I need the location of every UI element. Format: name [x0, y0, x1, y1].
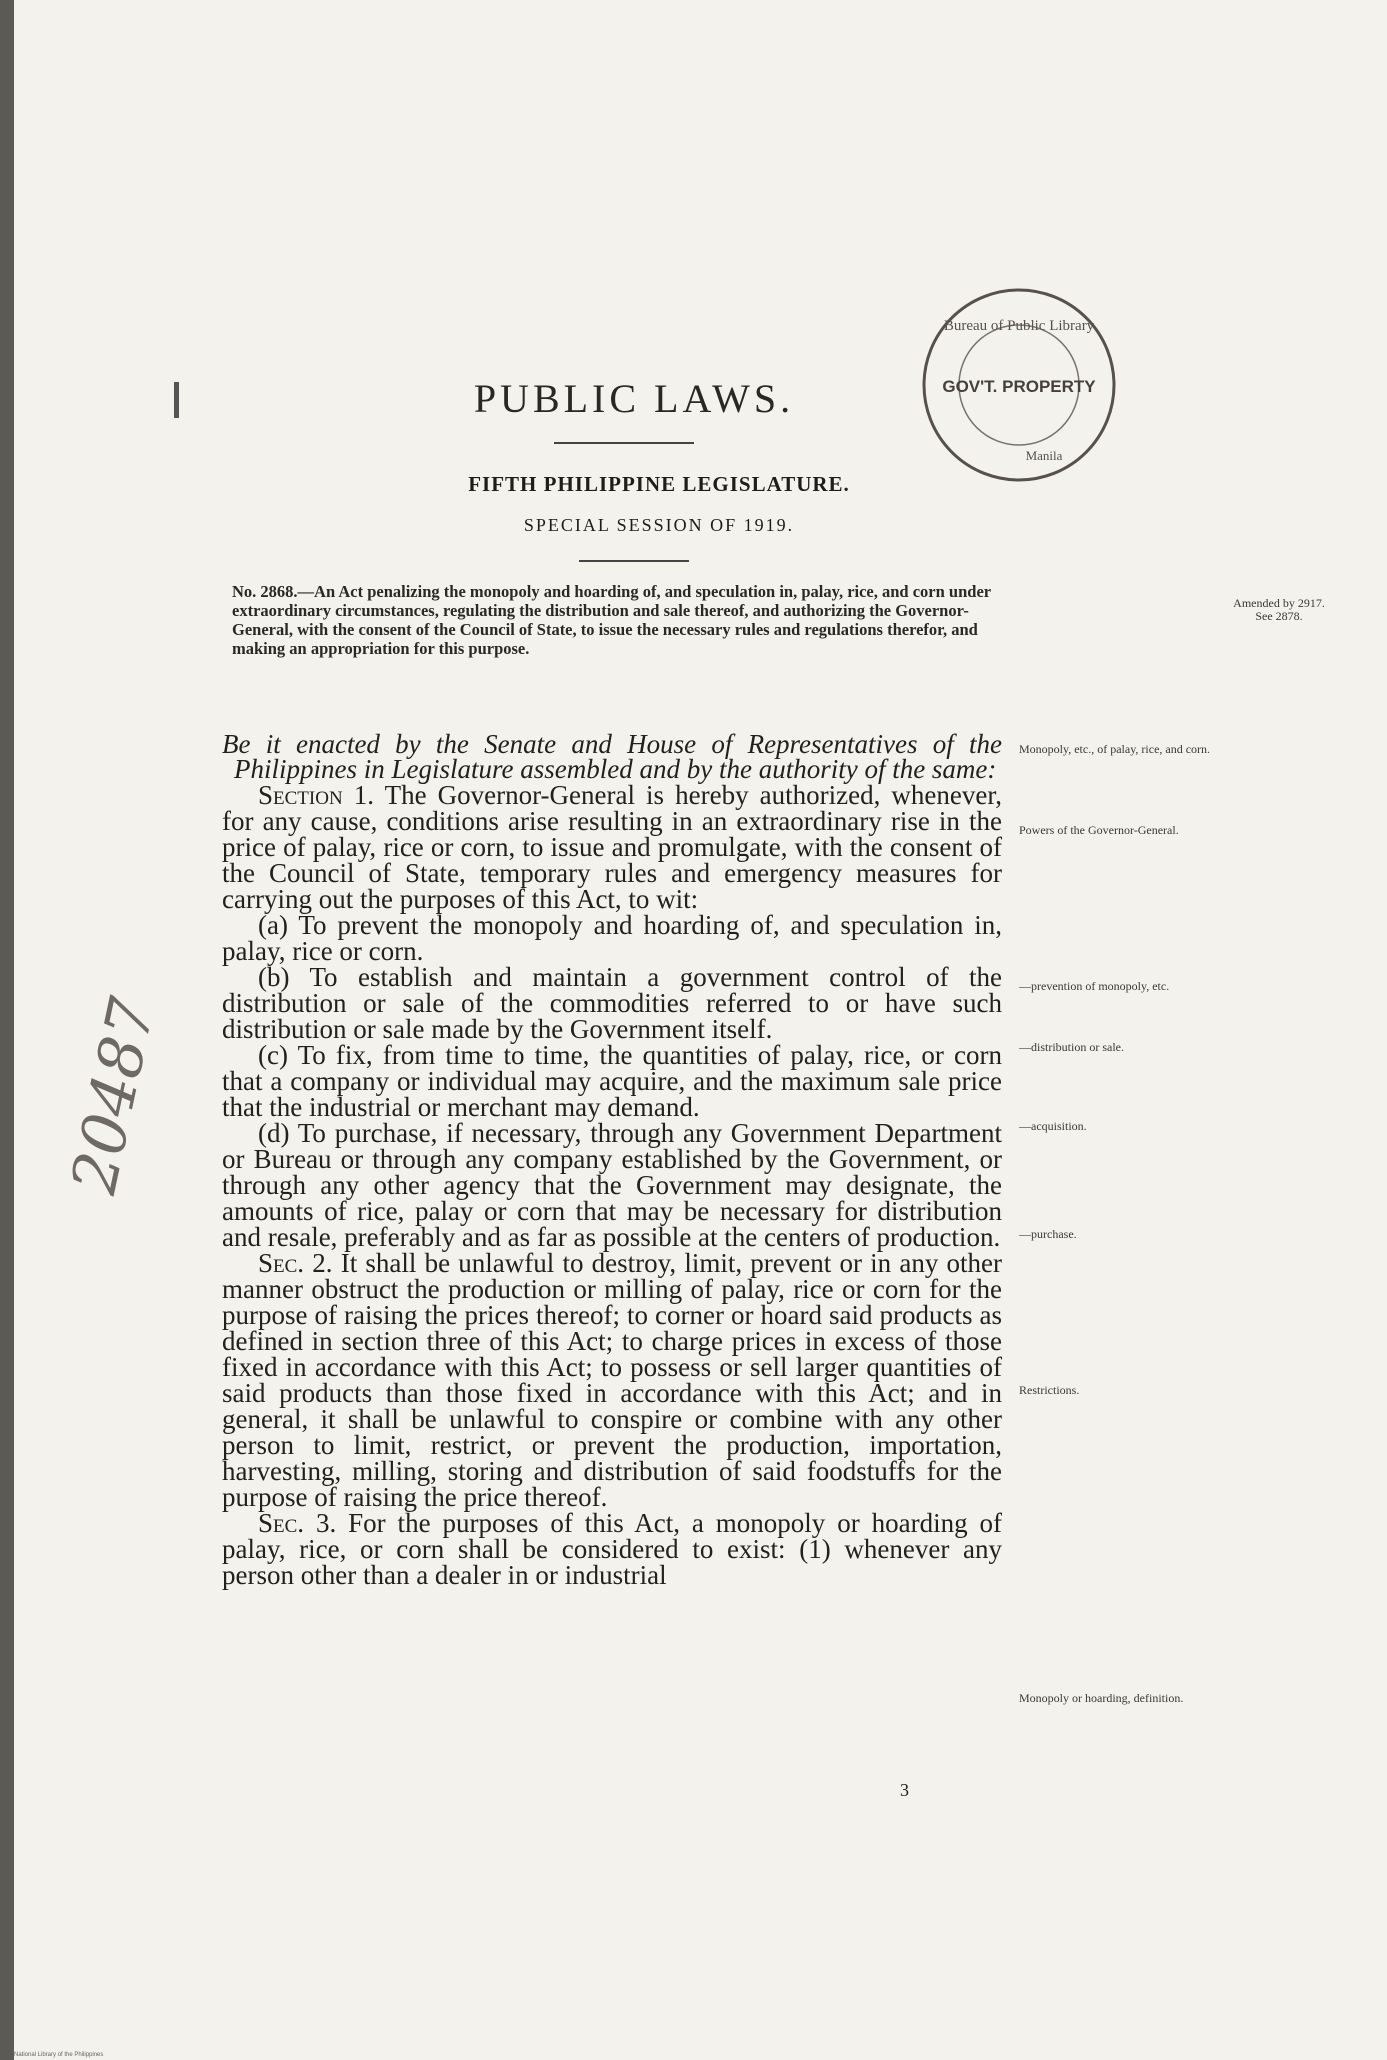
handwritten-accession-number	[56, 960, 194, 1240]
section-1	[222, 782, 1002, 912]
page-title: PUBLIC LAWS.	[473, 376, 795, 421]
stamp-top-text: Bureau of Public Library	[943, 318, 1095, 334]
act-number: No. 2868.	[232, 582, 298, 601]
legislature-heading: FIFTH PHILIPPINE LEGISLATURE.	[468, 472, 850, 496]
margin-note-restrictions: Restrictions.	[1019, 1383, 1080, 1397]
stamp-bottom-text: Manila	[1025, 448, 1063, 463]
enacting-clause: Be it enacted by the Senate and House of Representatives of the Philippines in Legislature assembled and by the authority of the same:	[222, 729, 1002, 784]
clause-a: (a) To prevent the monopoly and hoarding of, and speculation in, palay, rice or corn.	[222, 910, 1002, 966]
clause-c: (c) To fix, from time to time, the quantities of palay, rice, or corn that a company or individual may acquire, and the maximum sale price that the industrial or merchant may demand.	[222, 1040, 1002, 1122]
library-stamp	[894, 275, 1144, 495]
margin-note-prevention: —prevention of monopoly, etc.	[1019, 979, 1170, 993]
margin-note-definition: Monopoly or hoarding, definition.	[1019, 1691, 1184, 1705]
section-1-label: Section 1.	[258, 780, 374, 810]
footer-credit: National Library of the Philippines	[14, 2052, 104, 2058]
session-heading: SPECIAL SESSION OF 1919.	[523, 515, 795, 535]
margin-note-monopoly: Monopoly, etc., of palay, rice, and corn.	[1019, 742, 1211, 756]
section-2	[222, 1250, 1002, 1510]
margin-mark	[174, 382, 179, 418]
section-3-text: For the purposes of this Act, a monopoly or hoarding of palay, rice, or corn shall be considered to exist: (1) whenever any person other than a dealer in or industrial	[222, 1508, 1002, 1590]
handwritten-number-text: 20487	[56, 991, 170, 1200]
margin-note-amended: Amended by 2917. See 2878.	[1233, 596, 1325, 623]
session-divider	[579, 560, 689, 562]
section-2-label: Sec. 2.	[258, 1248, 333, 1278]
clause-b: (b) To establish and maintain a government control of the distribution or sale of the commodities referred to or have such distribution or sale made by the Government itself.	[222, 962, 1002, 1044]
margin-note-powers: Powers of the Governor-General.	[1019, 823, 1179, 837]
act-body	[222, 729, 1003, 1590]
act-title	[232, 582, 1012, 658]
stamp-middle-text: GOV'T. PROPERTY	[942, 377, 1096, 396]
section-3-label: Sec. 3.	[258, 1508, 337, 1538]
section-1-text: The Governor-General is hereby authorized, whenever, for any cause, conditions arise resulting in an extraordinary rise in the price of palay, rice or corn, to issue and promulgate, with the consent of the Council of State, temporary rules and emergency measures for carrying out the purposes of this Act, to wit:	[222, 780, 1003, 914]
title-divider	[554, 442, 694, 444]
margin-note-acquisition: —acquisition.	[1019, 1119, 1087, 1133]
page-number: 3	[900, 1780, 909, 1800]
margin-note-purchase: —purchase.	[1019, 1227, 1077, 1241]
clause-d: (d) To purchase, if necessary, through any Government Department or Bureau or through any company established by the Government, or through any other agency that the Government may designate, the amounts of rice, palay or corn that may be necessary for distribution and resale, preferably and as far as possible at the centers of production.	[222, 1118, 1002, 1252]
act-description: —An Act penalizing the monopoly and hoarding of, and speculation in, palay, rice, and corn under extraordinary circumstances, regulating the distribution and sale thereof, and authorizing the Governor-General, with the consent of the Council of State, to issue the necessary rules and regulations therefor, and making an appropriation for this purpose.	[232, 582, 991, 658]
section-2-text: It shall be unlawful to destroy, limit, prevent or in any other manner obstruct the production or milling of palay, rice or corn for the purpose of raising the prices thereof; to corner or hoard said products as defined in section three of this Act; to charge prices in excess of those fixed in accordance with this Act; to possess or sell larger quantities of said products than those fixed in accordance with this Act; and in general, it shall be unlawful to conspire or combine with any other person to limit, restrict, or prevent the production, importation, harvesting, milling, storing and distribution of said foodstuffs for the purpose of raising the price thereof.	[222, 1248, 1002, 1512]
margin-note-distribution: —distribution or sale.	[1019, 1040, 1124, 1054]
section-3	[222, 1510, 1002, 1588]
